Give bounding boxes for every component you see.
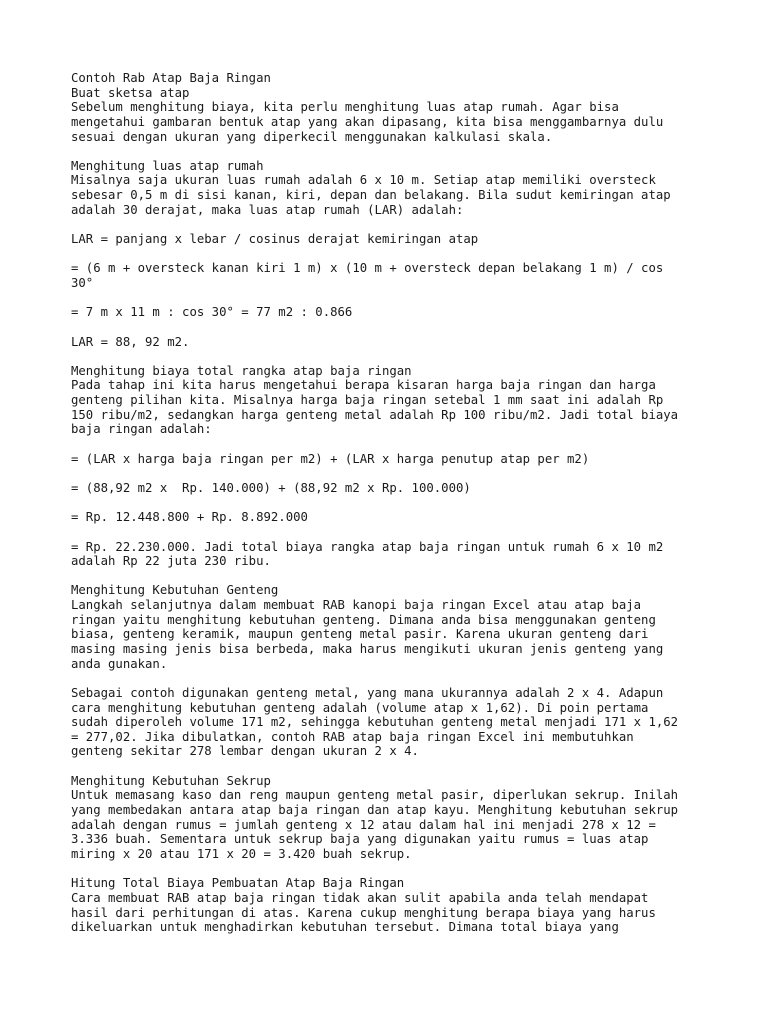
text-line: genteng pilihan kita. Misalnya harga baja ringan setebal 1 mm saat ini adalah Rp [71,393,664,408]
text-line: 150 ribu/m2, sedangkan harga genteng metal adalah Rp 100 ribu/m2. Jadi total biaya [71,407,679,422]
text-line: mengetahui gambaran bentuk atap yang akan dipasang, kita bisa menggambarnya dulu [71,114,664,129]
text-line: hasil dari perhitungan di atas. Karena cukup menghitung berapa biaya yang harus [71,905,656,920]
text-line: Untuk memasang kaso dan reng maupun genteng metal pasir, diperlukan sekrup. Inilah [71,788,679,803]
text-line: cara menghitung kebutuhan genteng adalah (volume atap x 1,62). Di poin pertama [71,700,649,715]
section-heading-roof-area: Menghitung luas atap rumah [71,158,264,173]
paragraph-roof-area [71,173,761,217]
paragraph-tiles-1 [71,598,761,671]
text-line: sudah diperoleh volume 171 m2, sehingga kebutuhan genteng metal menjadi 171 x 1,62 [71,715,679,730]
text-line: miring x 20 atau 171 x 20 = 3.420 buah sekrup. [71,846,412,861]
text-line: adalah 30 derajat, maka luas atap rumah (LAR) adalah: [71,202,464,217]
document-title: Contoh Rab Atap Baja Ringan [71,71,271,85]
text-line: baja ringan adalah: [71,422,212,437]
text-line: Sebelum menghitung biaya, kita perlu menghitung luas atap rumah. Agar bisa [71,100,619,115]
text-line: sebesar 0,5 m di sisi kanan, kiri, depan dan belakang. Bila sudut kemiringan atap [71,188,671,203]
text-line: masing masing jenis bisa berbeda, maka harus mengikuti ukuran jenis genteng yang [71,641,664,656]
section-heading-frame-cost: Menghitung biaya total rangka atap baja ringan [71,363,412,378]
paragraph-total-cost [71,891,761,935]
text-line: adalah dengan rumus = jumlah genteng x 12 atau dalam hal ini menjadi 278 x 12 = [71,817,656,832]
text-line: yang membedakan antara atap baja ringan dan atap kayu. Menghitung kebutuhan sekrup [71,803,679,818]
calculation-cost-total [71,540,761,569]
calculation-cost-step1: = (LAR x harga baja ringan per m2) + (LAR x harga penutup atap per m2) [71,451,590,466]
text-line: sesuai dengan ukuran yang diperkecil menggunakan kalkulasi skala. [71,129,553,144]
text-line: Pada tahap ini kita harus mengetahui berapa kisaran harga baja ringan dan harga [71,378,656,393]
text-line: ringan yaitu menghitung kebutuhan genteng. Dimana anda bisa menggunakan genteng [71,612,656,627]
text-line: Sebagai contoh digunakan genteng metal, yang mana ukurannya adalah 2 x 4. Adapun [71,685,664,700]
text-line: 3.336 buah. Sementara untuk sekrup baja yang digunakan yaitu rumus = luas atap [71,832,649,847]
section-heading-total-cost: Hitung Total Biaya Pembuatan Atap Baja Ringan [71,876,405,891]
calculation-cost-step2: = (88,92 m2 x Rp. 140.000) + (88,92 m2 x Rp. 100.000) [71,480,471,495]
calculation-lar-step1 [71,261,761,290]
section-heading-sketch: Buat sketsa atap [71,85,190,100]
result-lar: LAR = 88, 92 m2. [71,334,190,349]
paragraph-frame-cost [71,378,761,437]
formula-lar: LAR = panjang x lebar / cosinus derajat kemiringan atap [71,232,479,247]
text-line: dikeluarkan untuk menghadirkan kebutuhan tersebut. Dimana total biaya yang [71,920,619,935]
text-line: adalah Rp 22 juta 230 ribu. [71,554,271,569]
text-line: = (6 m + oversteck kanan kiri 1 m) x (10 m + oversteck depan belakang 1 m) / cos [71,261,664,276]
text-line: Cara membuat RAB atap baja ringan tidak akan sulit apabila anda telah mendapat [71,890,649,905]
text-line: anda gunakan. [71,656,168,671]
paragraph-tiles-2 [71,686,761,759]
text-line: = Rp. 22.230.000. Jadi total biaya rangka atap baja ringan untuk rumah 6 x 10 m2 [71,539,664,554]
document-body [71,71,761,935]
text-line: = 277,02. Jika dibulatkan, contoh RAB atap baja ringan Excel ini membutuhkan [71,729,634,744]
paragraph-screws [71,788,761,861]
text-line: Misalnya saja ukuran luas rumah adalah 6 x 10 m. Setiap atap memiliki oversteck [71,173,656,188]
text-line: genteng sekitar 278 lembar dengan ukuran 2 x 4. [71,744,419,759]
section-heading-screws: Menghitung Kebutuhan Sekrup [71,773,271,788]
calculation-lar-step2: = 7 m x 11 m : cos 30° = 77 m2 : 0.866 [71,305,353,320]
paragraph-sketch [71,100,761,144]
text-line: biasa, genteng keramik, maupun genteng metal pasir. Karena ukuran genteng dari [71,627,649,642]
section-heading-tiles: Menghitung Kebutuhan Genteng [71,583,279,598]
calculation-cost-step3: = Rp. 12.448.800 + Rp. 8.892.000 [71,510,308,525]
text-line: 30° [71,275,94,290]
text-line: Langkah selanjutnya dalam membuat RAB kanopi baja ringan Excel atau atap baja [71,598,642,613]
